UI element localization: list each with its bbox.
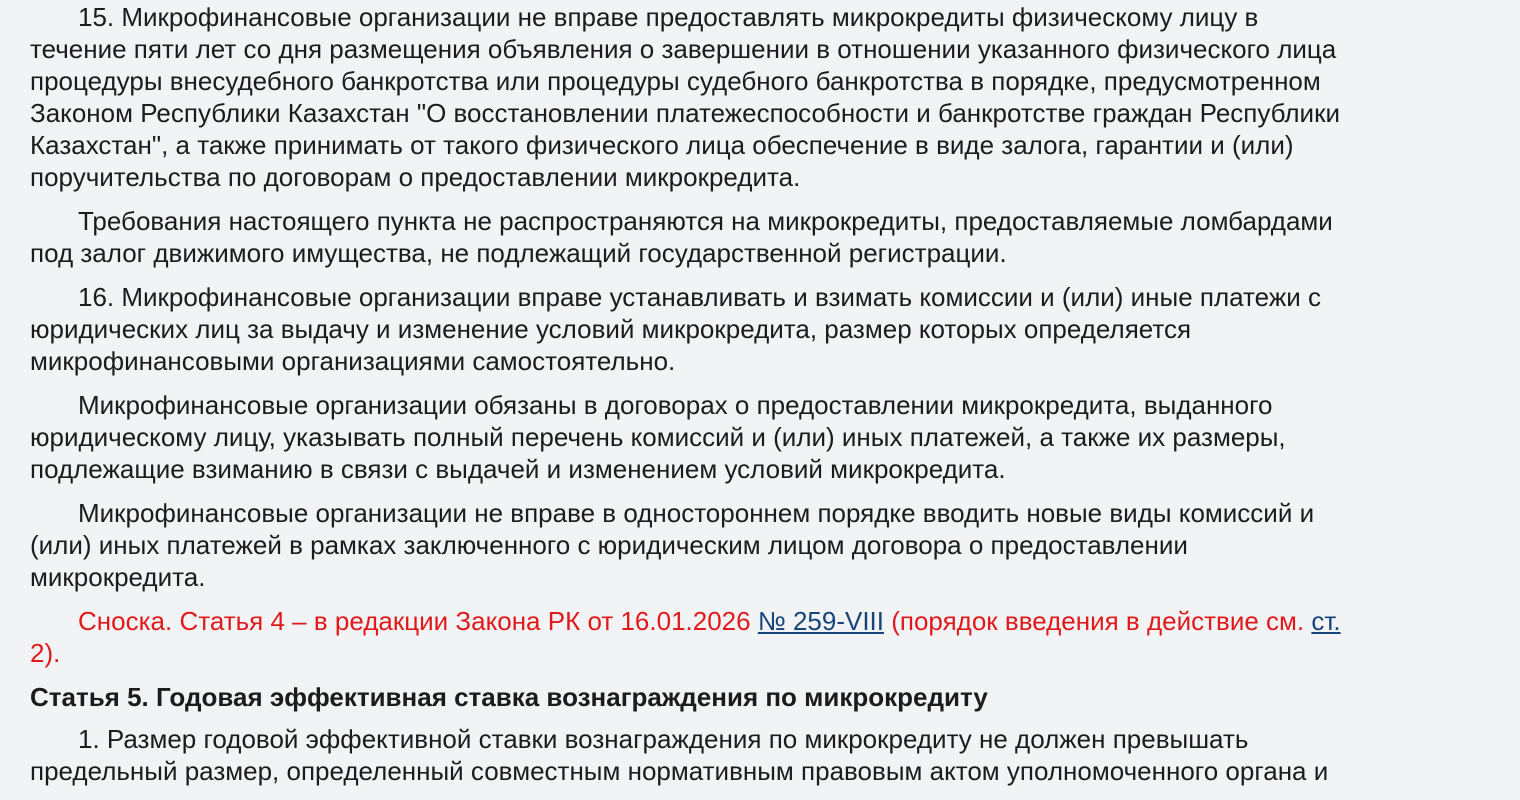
text-line: юридическому лицу, указывать полный перечень комиссий и (или) иных платежей, а также их размеры, [30,422,1286,452]
text-line: под залог движимого имущества, не подлежащий государственной регистрации. [30,238,1007,268]
text-line: предельный размер, определенный совместным нормативным правовым актом уполномоченного органа и [30,756,1329,786]
text-line: 1. Размер годовой эффективной ставки вознаграждения по микрокредиту не должен превышать [78,724,1249,754]
paragraph-15 [30,1,1492,193]
paragraph-15-exception [30,205,1492,269]
text-line: Требования настоящего пункта не распространяются на микрокредиты, предоставляемые ломбардами [78,206,1333,236]
law-link[interactable]: № 259-VIII [757,606,884,636]
text-line: поручительства по договорам о предоставлении микрокредита. [30,162,801,192]
text-line: 16. Микрофинансовые организации вправе устанавливать и взимать комиссии и (или) иные платежи с [78,282,1321,312]
text-line: течение пяти лет со дня размещения объявления о завершении в отношении указанного физического лица [30,34,1337,64]
law-text [30,1,1492,799]
paragraph-16-prohibition [30,497,1492,593]
footnote-line-2: 2). [30,638,61,668]
article-5-paragraph-1 [30,723,1492,787]
text-line: Казахстан", а также принимать от такого физического лица обеспечение в виде залога, гарантии и (или) [30,130,1294,160]
text-line: Микрофинансовые организации обязаны в договорах о предоставлении микрокредита, выданного [78,390,1273,420]
text-line: (или) иных платежей в рамках заключенного с юридическим лицом договора о предоставлении [30,530,1188,560]
text-line: Законом Республики Казахстан "О восстановлении платежеспособности и банкротстве граждан Республики [30,98,1340,128]
paragraph-16 [30,281,1492,377]
text-line: процедуры внесудебного банкротства или процедуры судебного банкротства в порядке, предусмотренном [30,66,1321,96]
text-line: микрофинансовыми организациями самостоятельно. [30,346,676,376]
paragraph-16-obligation [30,389,1492,485]
footnote-middle: (порядок введения в действие см. [884,606,1312,636]
text-line: подлежащие взиманию в связи с выдачей и изменением условий микрокредита. [30,454,1006,484]
article-link[interactable]: ст. [1311,606,1341,636]
article-5-heading: Статья 5. Годовая эффективная ставка вознаграждения по микрокредиту [30,682,988,712]
text-line: микрокредита. [30,562,206,592]
text-line: Микрофинансовые организации не вправе в одностороннем порядке вводить новые виды комиссий и [78,498,1315,528]
text-line: юридических лиц за выдачу и изменение условий микрокредита, размер которых определяется [30,314,1192,344]
footnote [30,605,1492,669]
footnote-line [30,605,1492,637]
footnote-prefix: Сноска. Статья 4 – в редакции Закона РК от 16.01.2026 [78,606,758,636]
text-line: 15. Микрофинансовые организации не вправе предоставлять микрокредиты физическому лицу в [78,2,1259,32]
